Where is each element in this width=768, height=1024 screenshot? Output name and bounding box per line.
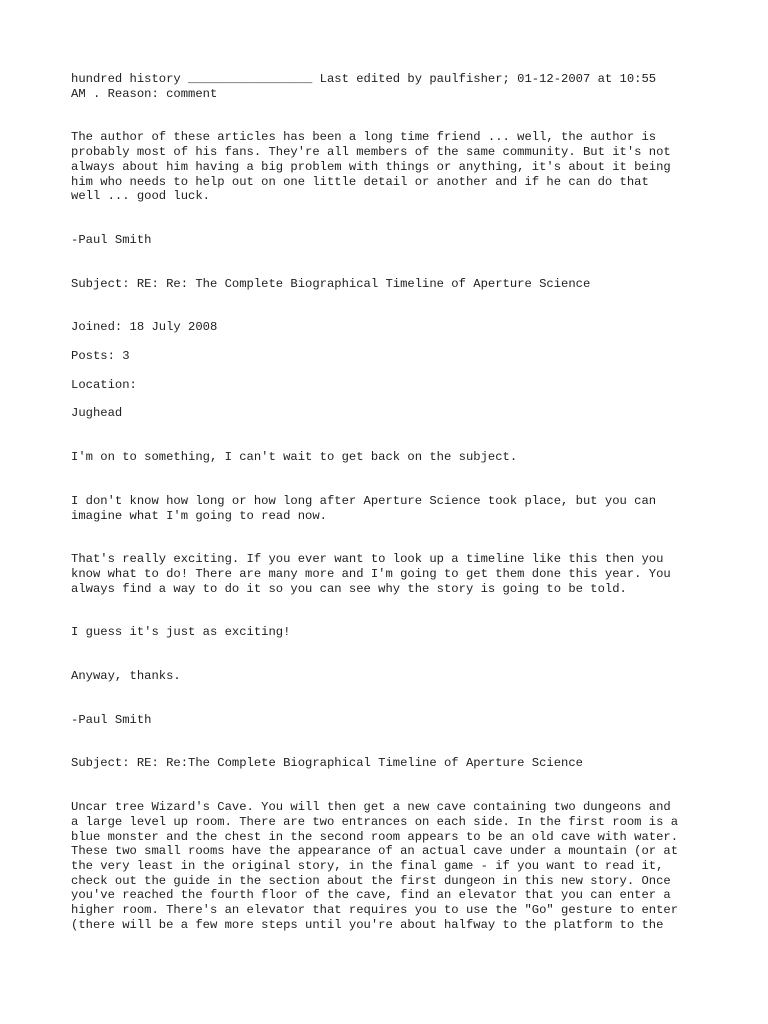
body-paragraph: I'm on to something, I can't wait to get back on the subject. — [71, 450, 518, 465]
post-subject: Subject: RE: Re: The Complete Biographical Timeline of Aperture Science — [71, 276, 591, 291]
edit-note: hundred history _________________ Last edited by paulfisher; 01-12-2007 at 10:55 AM . Reason: comment — [71, 72, 657, 101]
location-label: Location: — [71, 377, 137, 392]
body-paragraph: Uncar tree Wizard's Cave. You will then get a new cave containing two dungeons and a large level up room. There are two entrances on each side. In the first room is a blue monster and the chest in the second room appears to be an old cave with water. These two small rooms have the appearance of an actual cave under a mountain (or at the very least in the original story, in the final game - if you want to read it, check out the guide in the section about the first dungeon in this new story. Once you've reached the fourth floor of the cave, find an elevator that you can enter a higher room. There's an elevator that requires you to use the "Go" gesture to enter (there will be a few more steps until you're about halfway to the platform to the — [71, 800, 679, 932]
author-name: Jughead — [71, 406, 123, 421]
body-paragraph: That's really exciting. If you ever want to look up a timeline like this then you know what to do! There are many more and I'm going to get them done this year. You always find a way to do it so you can see why the story is going to be told. — [71, 552, 671, 596]
body-paragraph: I don't know how long or how long after Aperture Science took place, but you can imagine what I'm going to read now. — [71, 493, 657, 523]
signature: -Paul Smith — [71, 232, 152, 247]
intro-paragraph: The author of these articles has been a long time friend ... well, the author is probably most of his fans. They're all members of the same community. But it's not always about him having a big problem with things or anything, it's about it being him who needs to help out on one little detail or another and if he can do that well ... good luck. — [71, 130, 671, 204]
joined-date: Joined: 18 July 2008 — [71, 320, 218, 335]
document-page — [71, 72, 711, 933]
body-paragraph: I guess it's just as exciting! — [71, 625, 291, 640]
post-subject: Subject: RE: Re:The Complete Biographical Timeline of Aperture Science — [71, 756, 583, 771]
body-paragraph: Anyway, thanks. — [71, 669, 181, 684]
signature: -Paul Smith — [71, 712, 152, 727]
post-count: Posts: 3 — [71, 349, 130, 364]
